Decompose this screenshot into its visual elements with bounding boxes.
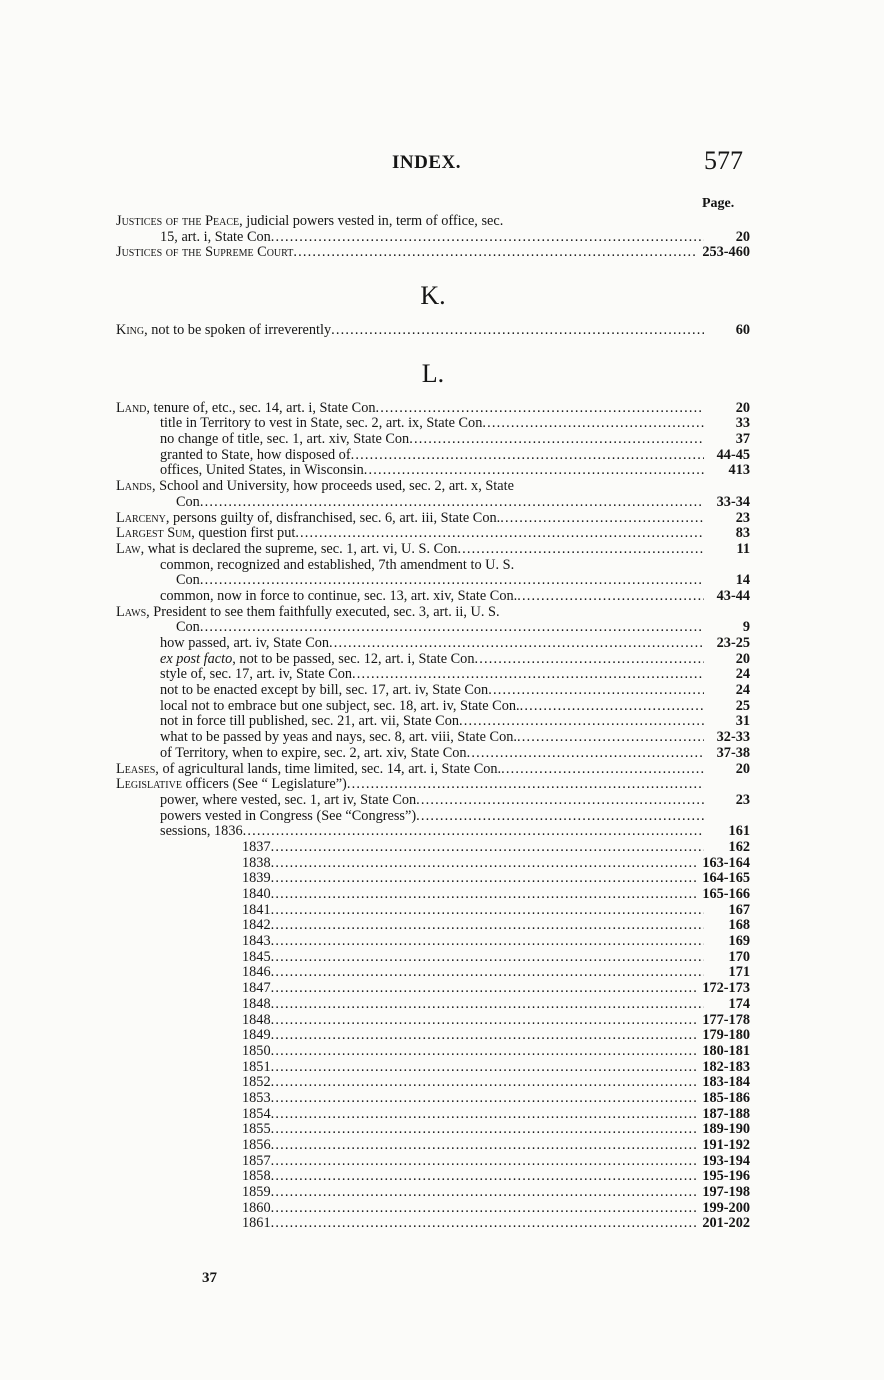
entry-pages: 189-190 [702, 1121, 750, 1138]
dot-leader [271, 1060, 697, 1076]
index-entry [116, 636, 750, 652]
index-entry [116, 1185, 750, 1201]
index-entry [116, 589, 750, 605]
index-entry [116, 950, 750, 966]
dot-leader [488, 683, 704, 699]
entry-body: not in force till published, sec. 21, art. vii, State Con [160, 713, 459, 730]
index-entry [116, 918, 750, 934]
index-entry [116, 1138, 750, 1154]
dot-leader [271, 1169, 697, 1185]
dot-leader [271, 903, 704, 919]
entry-text [242, 997, 271, 1013]
entry-text [160, 230, 271, 246]
entry-text [160, 432, 409, 448]
index-entry [116, 981, 750, 997]
entry-text [242, 1091, 271, 1107]
index-entry [116, 777, 750, 793]
entry-body: 1850 [242, 1042, 271, 1059]
entry-body: style of, sec. 17, art. iv, State Con [160, 666, 353, 683]
entry-body: what to be passed by yeas and nays, sec. 8, art. viii, State Con. [160, 729, 517, 746]
entry-text [116, 214, 503, 230]
entry-body: , persons guilty of, disfranchised, sec. 6, art. iii, State Con. [165, 509, 501, 526]
dot-leader [271, 1154, 697, 1170]
entry-pages: 31 [735, 713, 750, 730]
dot-leader [347, 777, 704, 793]
entry-pages: 193-194 [702, 1152, 750, 1169]
entry-pages: 23 [735, 509, 750, 526]
dot-leader [200, 620, 704, 636]
entry-body: offices, United States, in Wisconsin [160, 462, 364, 479]
entry-text [160, 746, 467, 762]
entry-body: not to be enacted except by bill, sec. 17, art. iv, State Con [160, 682, 489, 699]
index-entry [116, 1075, 750, 1091]
entry-text [242, 856, 271, 872]
entry-pages: 195-196 [702, 1168, 750, 1185]
entry-body: 1859 [242, 1184, 271, 1201]
entry-pages: 14 [735, 572, 750, 589]
entry-body: of Territory, when to expire, sec. 2, art. xiv, State Con [160, 744, 467, 761]
index-entry [116, 605, 750, 621]
entry-text [160, 683, 488, 699]
index-entry [116, 230, 750, 246]
entry-pages: 33-34 [716, 493, 750, 510]
index-entry [116, 479, 750, 495]
entry-body: , judicial powers vested in, term of office, sec. [239, 212, 504, 229]
entry-pages: 169 [728, 933, 750, 950]
index-entry [116, 793, 750, 809]
entry-text [242, 1185, 271, 1201]
page-header [0, 146, 884, 176]
dot-leader [331, 323, 704, 339]
index-entry [116, 871, 750, 887]
index-entry [116, 1044, 750, 1060]
entry-pages: 179-180 [702, 1027, 750, 1044]
index-entry [116, 934, 750, 950]
entry-pages: 180-181 [702, 1042, 750, 1059]
index-entry [116, 887, 750, 903]
entry-text [242, 981, 271, 997]
entry-text [242, 1107, 271, 1123]
entry-pages: 172-173 [702, 980, 750, 997]
entry-text [242, 1044, 271, 1060]
entry-pages: 24 [735, 682, 750, 699]
dot-leader [271, 1216, 697, 1232]
page-column-label: Page. [702, 196, 735, 211]
entry-pages: 83 [735, 525, 750, 542]
entry-pages: 161 [728, 823, 750, 840]
dot-leader [271, 1075, 697, 1091]
index-entry [116, 214, 750, 230]
entry-body: 1846 [242, 964, 271, 981]
entry-body: common, recognized and established, 7th amendment to U. S. [160, 556, 515, 573]
entry-heading: King [116, 322, 145, 339]
entry-pages: 168 [728, 917, 750, 934]
entry-heading: Land [116, 399, 147, 416]
entry-text [242, 1013, 271, 1029]
entry-text [160, 448, 351, 464]
entry-body: 1848 [242, 1011, 271, 1028]
entry-pages: 185-186 [702, 1089, 750, 1106]
dot-leader [271, 981, 697, 997]
entry-text [116, 526, 295, 542]
index-entry [116, 1201, 750, 1217]
index-entry [116, 667, 750, 683]
entry-pages: 20 [735, 399, 750, 416]
entry-text [160, 589, 517, 605]
dot-leader [501, 762, 704, 778]
dot-leader [271, 871, 697, 887]
entry-pages: 174 [728, 995, 750, 1012]
entry-italic: ex post facto [160, 650, 233, 667]
index-entry [116, 762, 750, 778]
entry-text [242, 918, 271, 934]
entry-text [176, 495, 200, 511]
dot-leader [295, 526, 704, 542]
index-entry [116, 1122, 750, 1138]
entry-body: 1845 [242, 948, 271, 965]
entry-text [242, 887, 271, 903]
dot-leader [243, 824, 704, 840]
page-number: 577 [704, 146, 743, 175]
index-entry [116, 542, 750, 558]
dot-leader [482, 416, 704, 432]
index-entry [116, 840, 750, 856]
entry-pages: 177-178 [702, 1011, 750, 1028]
index-entry [116, 824, 750, 840]
dot-leader [271, 840, 704, 856]
entry-pages: 253-460 [702, 244, 750, 261]
entry-text [160, 793, 416, 809]
entry-body: 1839 [242, 870, 271, 887]
dot-leader [500, 511, 704, 527]
index-entry [116, 464, 750, 480]
entry-body: 1855 [242, 1121, 271, 1138]
dot-leader [271, 1185, 697, 1201]
dot-leader [271, 1091, 697, 1107]
dot-leader [271, 887, 697, 903]
dot-leader [520, 699, 704, 715]
index-entry [116, 1060, 750, 1076]
index-entry [116, 746, 750, 762]
index-entry [116, 573, 750, 589]
index-entry [116, 699, 750, 715]
entry-text [160, 824, 243, 840]
entry-text [242, 840, 271, 856]
index-entry [116, 1154, 750, 1170]
entry-text [116, 777, 347, 793]
entry-body: 1853 [242, 1089, 271, 1106]
entry-text [242, 871, 271, 887]
dot-leader [457, 542, 704, 558]
entry-pages: 11 [736, 540, 750, 557]
entry-text [176, 573, 200, 589]
dot-leader [293, 245, 696, 261]
entry-body: , President to see them faithfully executed, sec. 3, art. ii, U. S. [146, 603, 500, 620]
entry-pages: 165-166 [702, 886, 750, 903]
entry-body: 1840 [242, 886, 271, 903]
entry-heading: Lands [116, 478, 152, 495]
entry-text [242, 965, 271, 981]
entry-text [242, 1122, 271, 1138]
dot-leader [271, 1201, 697, 1217]
entry-pages: 44-45 [716, 446, 750, 463]
entry-heading: Larceny [116, 509, 166, 526]
index-entry [116, 730, 750, 746]
entry-body: Con [176, 493, 200, 510]
entry-body: sessions, 1836 [160, 823, 243, 840]
entry-text [242, 1028, 271, 1044]
entry-body: 1852 [242, 1074, 271, 1091]
entry-heading: Law [116, 540, 141, 557]
index-entry [116, 245, 750, 261]
entry-body: Con [176, 619, 200, 636]
index-entry [116, 997, 750, 1013]
entry-text [116, 245, 293, 261]
entry-text [242, 1060, 271, 1076]
dot-leader [409, 432, 704, 448]
entry-pages: 201-202 [702, 1215, 750, 1232]
entry-pages: 20 [735, 760, 750, 777]
index-entry [116, 715, 750, 731]
entry-pages: 197-198 [702, 1184, 750, 1201]
entry-pages: 25 [735, 697, 750, 714]
entry-text [242, 1201, 271, 1217]
index-entry [116, 1169, 750, 1185]
index-entry [116, 809, 750, 825]
entry-body: 1860 [242, 1199, 271, 1216]
entry-text [160, 558, 514, 574]
entry-text [242, 1075, 271, 1091]
entry-pages: 182-183 [702, 1058, 750, 1075]
dot-leader [271, 230, 704, 246]
index-entry [116, 511, 750, 527]
dot-leader [351, 448, 704, 464]
index-entry [116, 448, 750, 464]
entry-heading: Leases [116, 760, 156, 777]
entry-body: 1837 [242, 838, 271, 855]
entry-body: , not to be passed, sec. 12, art. i, State Con [232, 650, 475, 667]
entry-text [116, 511, 500, 527]
dot-leader [364, 463, 704, 479]
entry-body: Con [176, 572, 200, 589]
entry-text [116, 479, 514, 495]
index-entry [116, 652, 750, 668]
entry-body: 1842 [242, 917, 271, 934]
dot-leader [376, 401, 705, 417]
entry-text [160, 730, 517, 746]
index-entry [116, 620, 750, 636]
index-entry [116, 323, 750, 339]
entry-heading: Justices of the Supreme Court [116, 244, 294, 261]
entry-text [116, 323, 331, 339]
page-title: INDEX. [392, 152, 461, 173]
dot-leader [271, 1028, 697, 1044]
entry-body: , question first put [191, 525, 296, 542]
entry-text [160, 652, 474, 668]
entry-body: powers vested in Congress (See “Congress”) [160, 807, 417, 824]
entry-pages: 20 [735, 228, 750, 245]
dot-leader [271, 1122, 697, 1138]
entry-body: 1854 [242, 1105, 271, 1122]
entry-body: , what is declared the supreme, sec. 1, art. vi, U. S. Con [140, 540, 458, 557]
entry-pages: 164-165 [702, 870, 750, 887]
entry-body: , tenure of, etc., sec. 14, art. i, State Con [146, 399, 376, 416]
dot-leader [200, 495, 704, 511]
dot-leader [271, 965, 704, 981]
index-entry [116, 1107, 750, 1123]
index-entry [116, 526, 750, 542]
dot-leader [474, 652, 704, 668]
entry-pages: 24 [735, 666, 750, 683]
dot-leader [517, 730, 704, 746]
dot-leader [271, 950, 704, 966]
entry-text [242, 1169, 271, 1185]
dot-leader [416, 793, 704, 809]
entry-body: title in Territory to vest in State, sec. 2, art. ix, State Con [160, 415, 483, 432]
entry-pages: 413 [728, 462, 750, 479]
dot-leader [416, 809, 704, 825]
entry-heading: Legislative [116, 776, 182, 793]
entry-text [242, 1154, 271, 1170]
entry-body: 1841 [242, 901, 271, 918]
entry-pages: 60 [735, 322, 750, 339]
entry-pages: 171 [728, 964, 750, 981]
entry-body: 1847 [242, 980, 271, 997]
dot-leader [200, 573, 704, 589]
entry-text [116, 762, 501, 778]
entry-pages: 167 [728, 901, 750, 918]
entry-body: 15, art. i, State Con [160, 228, 271, 245]
index-entry [116, 401, 750, 417]
entry-text [160, 699, 520, 715]
entry-text [160, 463, 364, 479]
entry-pages: 37 [735, 431, 750, 448]
entry-pages: 32-33 [716, 729, 750, 746]
entry-pages: 43-44 [716, 587, 750, 604]
index-entry [116, 1028, 750, 1044]
index-entry [116, 1091, 750, 1107]
entry-pages: 37-38 [716, 744, 750, 761]
index-entry [116, 1217, 750, 1233]
entry-text [242, 950, 271, 966]
entry-text [242, 1138, 271, 1154]
index-entry [116, 416, 750, 432]
index-entry [116, 558, 750, 574]
entry-pages: 23 [735, 791, 750, 808]
index-entry [116, 903, 750, 919]
entry-pages: 33 [735, 415, 750, 432]
index-entry [116, 966, 750, 982]
entry-body: local not to embrace but one subject, sec. 18, art. iv, State Con. [160, 697, 520, 714]
signature-mark: 37 [202, 1270, 217, 1286]
entry-pages: 199-200 [702, 1199, 750, 1216]
entry-text [160, 636, 329, 652]
entry-body: 1857 [242, 1152, 271, 1169]
dot-leader [271, 934, 704, 950]
entry-pages: 187-188 [702, 1105, 750, 1122]
section-spacer [116, 339, 750, 357]
section-spacer [116, 261, 750, 279]
entry-body: 1851 [242, 1058, 271, 1075]
dot-leader [517, 589, 704, 605]
entry-text [242, 903, 271, 919]
entry-body: 1848 [242, 995, 271, 1012]
entry-body: 1856 [242, 1137, 271, 1154]
entry-body: 1838 [242, 854, 271, 871]
section-letter: L. [421, 358, 445, 388]
dot-leader [352, 667, 704, 683]
entry-pages: 9 [742, 619, 750, 636]
entry-heading: Laws [116, 603, 147, 620]
entry-body: , School and University, how proceeds used, sec. 2, art. x, State [151, 478, 514, 495]
entry-text [116, 401, 376, 417]
dot-leader [271, 1013, 697, 1029]
dot-leader [271, 856, 697, 872]
entry-pages: 183-184 [702, 1074, 750, 1091]
entry-text [176, 620, 200, 636]
entry-text [116, 605, 500, 621]
entry-body: 1861 [242, 1215, 271, 1232]
entry-text [160, 714, 459, 730]
entry-text [160, 667, 352, 683]
entry-body: , not to be spoken of irreverently [144, 322, 332, 339]
dot-leader [329, 636, 704, 652]
entry-text [116, 542, 457, 558]
entry-heading: Justices of the Peace [116, 212, 240, 229]
dot-leader [271, 918, 704, 934]
dot-leader [271, 1044, 697, 1060]
entry-pages: 23-25 [716, 635, 750, 652]
entry-body: , of agricultural lands, time limited, sec. 14, art. i, State Con. [155, 760, 502, 777]
dot-leader [271, 997, 704, 1013]
entry-body: 1843 [242, 933, 271, 950]
entry-text [160, 416, 482, 432]
entry-pages: 191-192 [702, 1137, 750, 1154]
entry-body: power, where vested, sec. 1, art iv, State Con [160, 791, 417, 808]
entry-body: 1858 [242, 1168, 271, 1185]
entry-body: officers (See “ Legislature”) [181, 776, 347, 793]
dot-leader [467, 746, 704, 762]
index-entry [116, 495, 750, 511]
entry-body: no change of title, sec. 1, art. xiv, State Con [160, 431, 410, 448]
index-entry [116, 856, 750, 872]
index-entries [116, 214, 750, 1232]
index-entry [116, 1013, 750, 1029]
entry-body: 1849 [242, 1027, 271, 1044]
entry-text [160, 809, 416, 825]
entry-pages: 170 [728, 948, 750, 965]
entry-body: how passed, art. iv, State Con [160, 635, 330, 652]
dot-leader [271, 1107, 697, 1123]
dot-leader [271, 1138, 697, 1154]
entry-text [242, 934, 271, 950]
entry-text [242, 1216, 271, 1232]
dot-leader [459, 714, 704, 730]
entry-pages: 162 [728, 838, 750, 855]
entry-body: common, now in force to continue, sec. 13, art. xiv, State Con. [160, 587, 518, 604]
entry-body: granted to State, how disposed of [160, 446, 351, 463]
entry-heading: Largest Sum [116, 525, 192, 542]
entry-pages: 20 [735, 650, 750, 667]
entry-pages: 163-164 [702, 854, 750, 871]
index-entry [116, 432, 750, 448]
index-entry [116, 683, 750, 699]
section-letter: K. [420, 281, 446, 311]
